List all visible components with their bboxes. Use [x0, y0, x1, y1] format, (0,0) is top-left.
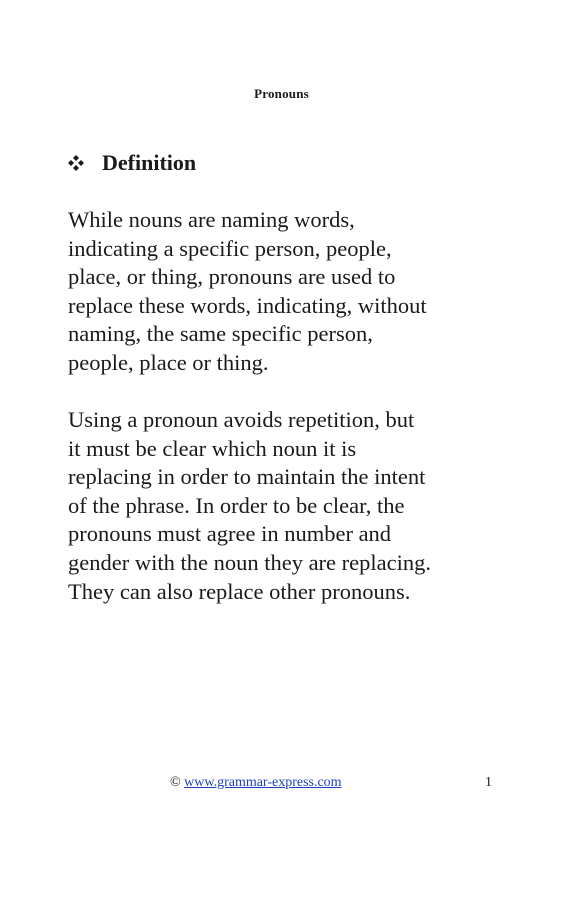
text-line: Using a pronoun avoids repetition, but	[68, 407, 415, 432]
page-number: 1	[485, 775, 492, 790]
copyright-notice	[170, 775, 342, 791]
text-line: indicating a specific person, people,	[68, 235, 392, 261]
text-line: replace these words, indicating, without	[68, 292, 427, 318]
text-line: They can also replace other pronouns.	[68, 578, 411, 604]
definition-paragraph-2	[68, 406, 508, 606]
text-line: pronouns must agree in number and	[68, 521, 392, 547]
section-heading-text: Definition	[102, 150, 197, 175]
text-line: replacing in order to maintain the intent	[68, 464, 426, 490]
four-diamond-bullet-icon	[68, 155, 84, 171]
page-footer	[0, 775, 563, 795]
copyright-symbol: ©	[170, 775, 181, 790]
text-line: people, place or thing.	[68, 349, 269, 375]
definition-paragraph-1	[68, 206, 508, 378]
running-header: Pronouns	[254, 86, 309, 101]
section-heading	[68, 150, 196, 176]
website-link[interactable]: www.grammar-express.com	[184, 775, 342, 790]
text-line: naming, the same specific person,	[68, 321, 373, 347]
text-line: it must be clear which noun it is	[68, 435, 357, 461]
text-line: place, or thing, pronouns are used to	[68, 264, 396, 290]
text-line: While nouns are naming words,	[68, 207, 355, 232]
text-line: of the phrase. In order to be clear, the	[68, 492, 405, 518]
text-line: gender with the noun they are replacing.	[68, 549, 431, 575]
